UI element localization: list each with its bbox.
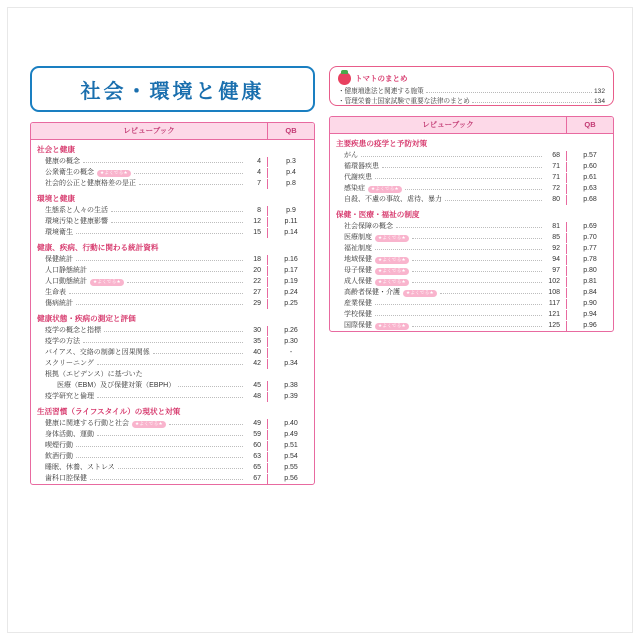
book-spread [30, 66, 614, 536]
table-row [31, 167, 314, 178]
qb-page: p.69 [583, 223, 597, 231]
page-title: 社会・環境と健康 [80, 80, 265, 103]
table-row [330, 276, 613, 287]
reviewbook-page: 18 [246, 255, 268, 265]
qb-page: p.19 [284, 278, 298, 286]
table-body [330, 134, 613, 331]
leader-dots [76, 446, 243, 447]
qb-page: p.25 [284, 300, 298, 308]
table-row [31, 347, 314, 358]
reviewbook-page: 108 [545, 288, 567, 298]
reviewbook-page: 22 [246, 277, 268, 287]
entry-label-cell [31, 463, 246, 473]
qb-page: p.96 [583, 322, 597, 330]
entry-label-cell [330, 266, 545, 276]
entry-label-cell [31, 266, 246, 276]
leader-dots [76, 260, 243, 261]
entry-label-cell [31, 359, 246, 369]
entry-title: 高齢者保健・介護 [344, 289, 400, 297]
frequently-tested-badge: ★よくでる★ [90, 279, 124, 287]
qb-page: p.39 [284, 393, 298, 401]
entry-title: 人口動態統計 [45, 278, 87, 286]
frequently-tested-badge: ★よくでる★ [375, 257, 409, 265]
leader-dots [90, 271, 243, 272]
leader-dots [104, 331, 243, 332]
reviewbook-page: 102 [545, 277, 567, 287]
qb-page: p.56 [284, 475, 298, 483]
leader-dots [426, 92, 592, 93]
table-row [330, 298, 613, 309]
entry-title: 環境汚染と健康影響 [45, 218, 108, 226]
table-row [330, 265, 613, 276]
reviewbook-page: 81 [545, 222, 567, 232]
reviewbook-page: 121 [545, 310, 567, 320]
table-row [31, 451, 314, 462]
leader-dots [412, 282, 542, 283]
contents-group-title: 保健・医療・福祉の制度 [336, 210, 420, 219]
leader-dots [412, 260, 542, 261]
leader-dots [178, 386, 243, 387]
qb-page: p.60 [583, 163, 597, 171]
entry-title: 医療制度 [344, 234, 372, 242]
leader-dots [361, 156, 542, 157]
entry-title: 生命表 [45, 289, 66, 297]
reviewbook-page: 45 [246, 381, 268, 391]
chapter-title-banner [30, 66, 315, 112]
table-row [31, 205, 314, 216]
entry-title: 社会保障の概念 [344, 223, 393, 231]
table-row [330, 183, 613, 194]
entry-title: 健康に関連する行動と社会 [45, 420, 129, 428]
reviewbook-page: 29 [246, 299, 268, 309]
reviewbook-page: 30 [246, 326, 268, 336]
reviewbook-page: 48 [246, 392, 268, 402]
table-row [31, 325, 314, 336]
entry-label-cell [31, 179, 246, 189]
qb-page: p.78 [583, 256, 597, 264]
entry-label-cell [330, 195, 545, 205]
tomato-item-label: ・管理栄養士国家試験で重要な法律のまとめ [338, 97, 470, 105]
contents-group [330, 205, 613, 331]
contents-group [330, 134, 613, 205]
qb-page: p.90 [583, 300, 597, 308]
qb-page: p.8 [286, 180, 296, 188]
entry-title: 母子保健 [344, 267, 372, 275]
entry-title: 睡眠、休養、ストレス [45, 464, 115, 472]
entry-title: 産業保健 [344, 300, 372, 308]
reviewbook-page: 60 [246, 441, 268, 451]
table-row [330, 172, 613, 183]
reviewbook-page: 40 [246, 348, 268, 358]
entry-title: 自殺、不慮の事故、虐待、暴力 [344, 196, 442, 204]
contents-group [31, 238, 314, 309]
tomato-summary-items [338, 87, 605, 106]
qb-page: p.9 [286, 207, 296, 215]
qb-page: p.94 [583, 311, 597, 319]
qb-page: p.3 [286, 158, 296, 166]
table-row [31, 156, 314, 167]
entry-label-cell [31, 228, 246, 238]
entry-label-cell [31, 337, 246, 347]
table-row [330, 287, 613, 298]
contents-group [31, 309, 314, 402]
leader-dots [83, 342, 243, 343]
entry-title: 社会的公正と健康格差の是正 [45, 180, 136, 188]
entry-label-cell [330, 222, 545, 232]
table-row [31, 429, 314, 440]
frequently-tested-badge: ★よくでる★ [375, 268, 409, 276]
contents-group-title: 環境と健康 [37, 194, 75, 203]
reviewbook-page: 67 [246, 474, 268, 484]
leader-dots [382, 167, 542, 168]
entry-title: バイアス、交絡の制御と因果関係 [45, 349, 150, 357]
entry-title: 感染症 [344, 185, 365, 193]
reviewbook-page: 92 [545, 244, 567, 254]
entry-label-cell [31, 348, 246, 358]
reviewbook-page: 27 [246, 288, 268, 298]
table-row [31, 418, 314, 429]
reviewbook-page: 35 [246, 337, 268, 347]
leader-dots [76, 457, 243, 458]
leader-dots [396, 227, 542, 228]
qb-page: p.34 [284, 360, 298, 368]
entry-label-cell [31, 392, 246, 402]
right-contents-table [329, 116, 614, 332]
entry-title: 歯科口腔保健 [45, 475, 87, 483]
reviewbook-page: 4 [246, 157, 268, 167]
entry-title: スクリーニング [45, 360, 94, 368]
tomato-item-page: 132 [593, 88, 605, 95]
frequently-tested-badge: ★よくでる★ [368, 186, 402, 194]
tomato-summary-item [338, 97, 605, 107]
entry-label-cell [31, 381, 246, 391]
leader-dots [139, 184, 243, 185]
table-row [31, 287, 314, 298]
column-header-reviewbook: レビューブック [330, 117, 567, 133]
entry-label-cell [330, 184, 545, 194]
qb-page: p.49 [284, 431, 298, 439]
entry-title: 成人保健 [344, 278, 372, 286]
reviewbook-page: 65 [246, 463, 268, 473]
qb-page: p.4 [286, 169, 296, 177]
table-row [31, 254, 314, 265]
qb-page: p.30 [284, 338, 298, 346]
entry-label-cell [31, 255, 246, 265]
leader-dots [375, 315, 542, 316]
entry-label-cell [31, 474, 246, 484]
contents-group [31, 140, 314, 189]
table-row [330, 320, 613, 331]
tomato-summary-title: トマトのまとめ [355, 74, 408, 83]
leader-dots [375, 178, 542, 179]
entry-label-cell [330, 288, 545, 298]
entry-title: 身体活動、運動 [45, 431, 94, 439]
leader-dots [472, 102, 592, 103]
entry-label-cell [31, 299, 246, 309]
qb-page: p.80 [583, 267, 597, 275]
contents-group [31, 402, 314, 484]
qb-page: p.77 [583, 245, 597, 253]
leader-dots [412, 326, 542, 327]
reviewbook-page: 97 [545, 266, 567, 276]
qb-page: p.38 [284, 382, 298, 390]
entry-label-cell [31, 419, 246, 429]
entry-label-cell [31, 168, 246, 178]
leader-dots [76, 304, 243, 305]
table-row [31, 265, 314, 276]
entry-title: 地域保健 [344, 256, 372, 264]
table-row [330, 243, 613, 254]
leader-dots [76, 233, 243, 234]
entry-title: 喫煙行動 [45, 442, 73, 450]
reviewbook-page: 71 [545, 173, 567, 183]
table-header-row [31, 123, 314, 140]
entry-label-cell [330, 321, 545, 331]
entry-label-cell [31, 157, 246, 167]
entry-title: 公衆衛生の概念 [45, 169, 94, 177]
entry-label-cell [330, 255, 545, 265]
leader-dots [375, 304, 542, 305]
leader-dots [111, 222, 243, 223]
qb-page: p.81 [583, 278, 597, 286]
table-row [330, 194, 613, 205]
book-page [8, 8, 632, 632]
entry-title: 生態系と人々の生活 [45, 207, 108, 215]
frequently-tested-badge: ★よくでる★ [375, 279, 409, 287]
table-row [330, 221, 613, 232]
qb-page: p.16 [284, 256, 298, 264]
column-header-reviewbook: レビューブック [31, 123, 268, 139]
entry-label-cell [330, 173, 545, 183]
table-row [330, 254, 613, 265]
qb-page: p.70 [583, 234, 597, 242]
reviewbook-page: 71 [545, 162, 567, 172]
reviewbook-page: 117 [545, 299, 567, 309]
contents-group-title: 社会と健康 [37, 145, 75, 154]
leader-dots [169, 424, 243, 425]
leader-dots [412, 238, 542, 239]
frequently-tested-badge: ★よくでる★ [132, 421, 166, 429]
leader-dots [118, 468, 243, 469]
reviewbook-page: 15 [246, 228, 268, 238]
contents-group-title: 生活習慣（ライフスタイル）の現状と対策 [37, 407, 181, 416]
frequently-tested-badge: ★よくでる★ [375, 235, 409, 243]
table-row [330, 309, 613, 320]
entry-title: 環境衛生 [45, 229, 73, 237]
table-row [330, 232, 613, 243]
tomato-summary-item [338, 87, 605, 97]
table-row [330, 161, 613, 172]
contents-group-title: 健康状態・疾病の測定と評価 [37, 314, 136, 323]
entry-title: 飲酒行動 [45, 453, 73, 461]
entry-label-cell [330, 233, 545, 243]
entry-title: 人口静態統計 [45, 267, 87, 275]
entry-label-cell [31, 430, 246, 440]
entry-title: 疫学の方法 [45, 338, 80, 346]
qb-page: p.17 [284, 267, 298, 275]
table-row [31, 298, 314, 309]
entry-label-cell [330, 151, 545, 161]
leader-dots [134, 173, 243, 174]
column-header-qb: QB [584, 120, 596, 129]
entry-label-cell [31, 370, 246, 380]
leader-dots [412, 271, 542, 272]
column-header-qb: QB [285, 126, 297, 135]
qb-page: p.14 [284, 229, 298, 237]
qb-page: - [289, 349, 293, 357]
qb-page: p.63 [583, 185, 597, 193]
leader-dots [90, 479, 243, 480]
reviewbook-page: 85 [545, 233, 567, 243]
entry-label-cell [330, 244, 545, 254]
qb-page: p.57 [583, 152, 597, 160]
entry-title: 代謝疾患 [344, 174, 372, 182]
entry-label-cell [31, 217, 246, 227]
left-page [30, 66, 315, 536]
tomato-item-page: 134 [593, 97, 605, 105]
entry-label-cell [330, 277, 545, 287]
reviewbook-page: 49 [246, 419, 268, 429]
entry-title: 循環器疾患 [344, 163, 379, 171]
contents-group [31, 189, 314, 238]
table-row [330, 150, 613, 161]
reviewbook-page: 125 [545, 321, 567, 331]
entry-title: 疫学研究と倫理 [45, 393, 94, 401]
table-row [31, 473, 314, 484]
entry-label-cell [31, 288, 246, 298]
entry-title: 疫学の概念と指標 [45, 327, 101, 335]
reviewbook-page: 8 [246, 206, 268, 216]
reviewbook-page: 42 [246, 359, 268, 369]
table-row [31, 440, 314, 451]
frequently-tested-badge: ★よくでる★ [97, 170, 131, 178]
leader-dots [97, 435, 243, 436]
entry-label-cell [330, 310, 545, 320]
entry-label-cell [330, 162, 545, 172]
qb-page: p.68 [583, 196, 597, 204]
entry-label-cell [31, 206, 246, 216]
entry-title: 国際保健 [344, 322, 372, 330]
qb-page: p.84 [583, 289, 597, 297]
entry-title: 健康の概念 [45, 158, 80, 166]
table-row [31, 276, 314, 287]
left-contents-table [30, 122, 315, 485]
reviewbook-page: 68 [545, 151, 567, 161]
entry-label-cell [31, 441, 246, 451]
leader-dots [405, 189, 542, 190]
leader-dots [127, 282, 243, 283]
tomato-summary-box [329, 66, 614, 106]
reviewbook-page: 80 [545, 195, 567, 205]
leader-dots [440, 293, 542, 294]
leader-dots [97, 364, 243, 365]
entry-title: 傷病統計 [45, 300, 73, 308]
table-header-row [330, 117, 613, 134]
entry-label-cell [330, 299, 545, 309]
leader-dots [97, 397, 243, 398]
table-row [31, 380, 314, 391]
entry-title: 福祉制度 [344, 245, 372, 253]
table-row [31, 178, 314, 189]
table-row [31, 216, 314, 227]
reviewbook-page: 72 [545, 184, 567, 194]
leader-dots [111, 211, 243, 212]
leader-dots [375, 249, 542, 250]
leader-dots [69, 293, 243, 294]
table-row [31, 358, 314, 369]
reviewbook-page: 4 [246, 168, 268, 178]
qb-page: p.61 [583, 174, 597, 182]
qb-page: p.40 [284, 420, 298, 428]
table-row [31, 391, 314, 402]
table-row [31, 369, 314, 380]
entry-title: がん [344, 152, 358, 160]
table-row [31, 227, 314, 238]
entry-title: 保健統計 [45, 256, 73, 264]
entry-title: 根拠（エビデンス）に基づいた [45, 371, 143, 379]
tomato-summary-header [338, 72, 605, 85]
qb-page: p.55 [284, 464, 298, 472]
frequently-tested-badge: ★よくでる★ [403, 290, 437, 298]
right-page [329, 66, 614, 536]
reviewbook-page: 94 [545, 255, 567, 265]
table-row [31, 336, 314, 347]
qb-page: p.24 [284, 289, 298, 297]
reviewbook-page: 20 [246, 266, 268, 276]
contents-group-title: 健康、疾病、行動に関わる統計資料 [37, 243, 159, 252]
qb-page: p.11 [284, 218, 298, 226]
entry-label-cell [31, 326, 246, 336]
contents-group-title: 主要疾患の疫学と予防対策 [336, 139, 428, 148]
leader-dots [83, 162, 243, 163]
entry-label-cell [31, 277, 246, 287]
entry-label-cell [31, 452, 246, 462]
tomato-icon [338, 72, 351, 85]
reviewbook-page: 59 [246, 430, 268, 440]
entry-title: 医療（EBM）及び保健対策（EBPH） [57, 382, 176, 390]
table-body [31, 140, 314, 484]
qb-page: p.54 [284, 453, 298, 461]
reviewbook-page: 63 [246, 452, 268, 462]
frequently-tested-badge: ★よくでる★ [375, 323, 409, 331]
qb-page: p.26 [284, 327, 298, 335]
reviewbook-page: 12 [246, 217, 268, 227]
reviewbook-page: 7 [246, 179, 268, 189]
qb-page: p.51 [284, 442, 298, 450]
table-row [31, 462, 314, 473]
tomato-item-label: ・健康増進法と関連する施策 [338, 88, 424, 95]
entry-title: 学校保健 [344, 311, 372, 319]
leader-dots [445, 200, 542, 201]
leader-dots [153, 353, 243, 354]
